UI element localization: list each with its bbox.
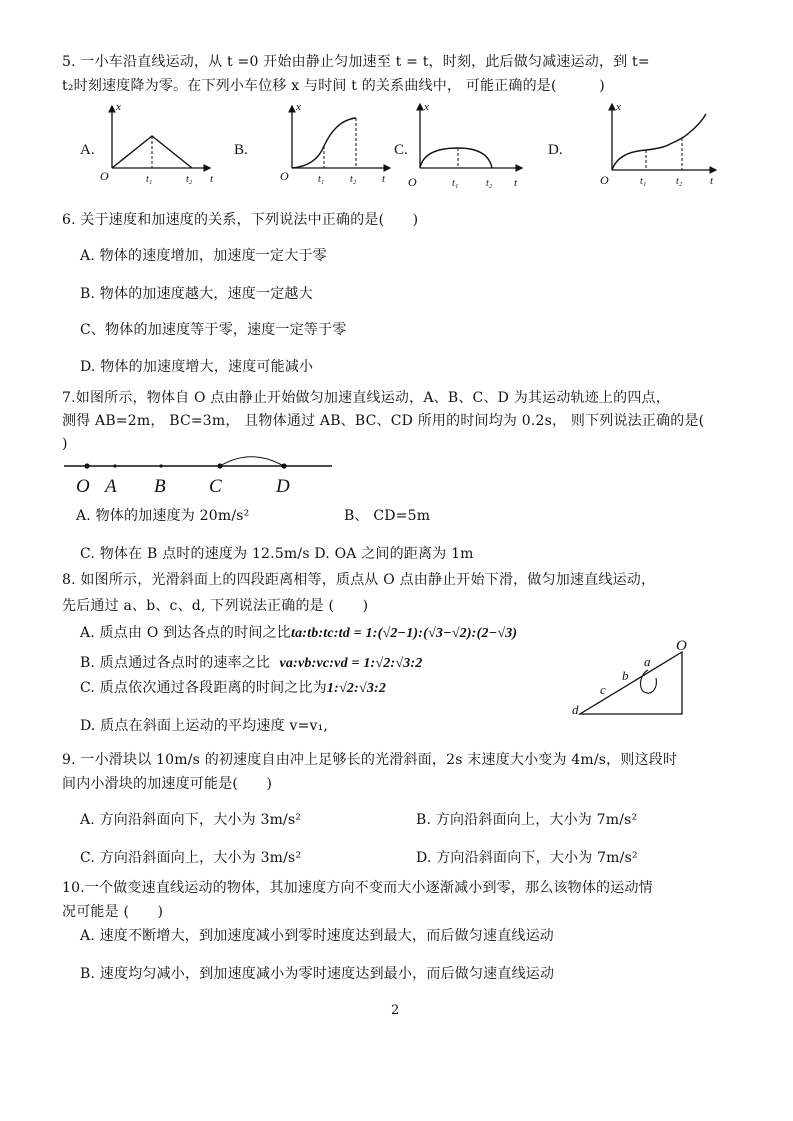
- q5-graph-c-t1: t₁: [452, 178, 459, 189]
- q7-option-a: A. 物体的加速度为 20m/s²: [76, 508, 250, 524]
- q8-option-a-text: A. 质点由 O 到达各点的时间之比: [80, 625, 291, 641]
- q7-stem-line3: ): [62, 436, 68, 452]
- q5-graph-d: [548, 101, 716, 187]
- q5-graph-d-t1: t₁: [640, 176, 647, 187]
- q5-graph-a-t-label: t: [210, 173, 214, 185]
- q8-label-b: b: [622, 668, 629, 683]
- q8-option-c: [80, 678, 386, 699]
- q5-graph-a-origin: O: [100, 169, 109, 183]
- q7-point-d: D: [276, 476, 290, 496]
- q6-option-d: D. 物体的加速度增大，速度可能减小: [80, 359, 314, 375]
- q8-incline-figure: [570, 636, 700, 718]
- q7-stem-line2: 测得 AB=2m， BC=3m， 且物体通过 AB、BC、CD 所用的时间均为 0.2s， 则下列说法正确的是(: [62, 413, 705, 429]
- q5-graph-c-option: C.: [394, 142, 408, 158]
- q8-label-d: d: [572, 702, 579, 717]
- q5-graph-b-origin: O: [280, 169, 289, 183]
- q5-graph-a: [80, 101, 214, 185]
- q5-graph-b: [234, 101, 390, 185]
- q7-point-a: A: [105, 476, 117, 496]
- q5-graph-a-option: A.: [80, 142, 95, 158]
- q8-label-o: O: [676, 638, 687, 654]
- q6-stem: 6. 关于速度和加速度的关系，下列说法中正确的是( ): [62, 212, 419, 228]
- q5-graph-a-t2: t₂: [186, 174, 193, 185]
- q6-option-c: C、物体的加速度等于零，速度一定等于零: [80, 322, 347, 338]
- q5-graph-b-x-label: x: [296, 101, 301, 113]
- q7-point-b: B: [154, 476, 166, 496]
- q7-option-c-d: C. 物体在 B 点时的速度为 12.5m/s D. OA 之间的距离为 1m: [80, 546, 474, 562]
- q5-graph-d-origin: O: [600, 173, 609, 187]
- q5-graph-b-t1: t₁: [318, 174, 325, 185]
- q5-graph-b-t2: t₂: [350, 174, 357, 185]
- q5-graph-d-option: D.: [548, 142, 563, 158]
- q6-option-b: B. 物体的加速度越大，速度一定越大: [80, 286, 313, 302]
- q10-option-b: B. 速度均匀减小，到加速度减小为零时速度达到最小，而后做匀速直线运动: [80, 966, 555, 982]
- q5-graph-c-t-label: t: [514, 177, 518, 189]
- q5-stem-line2: t₂时刻速度降为零。在下列小车位移 x 与时间 t 的关系曲线中， 可能正确的是( ): [62, 78, 605, 94]
- q5-graph-a-x-label: x: [116, 101, 121, 113]
- q8-stem-line2: 先后通过 a、b、c、d, 下列说法正确的是 ( ): [62, 598, 369, 614]
- q10-option-a: A. 速度不断增大，到加速度减小到零时速度达到最大，而后做匀速直线运动: [80, 928, 555, 944]
- q8-option-d: D. 质点在斜面上运动的平均速度 v=v₁,: [80, 718, 329, 734]
- q9-stem-line2: 间内小滑块的加速度可能是( ): [62, 776, 273, 792]
- q8-option-c-text: C. 质点依次通过各段距离的时间之比为: [80, 680, 327, 696]
- q8-option-b-text: B. 质点通过各点时的速率之比: [80, 655, 271, 671]
- q5-graph-d-t2: t₂: [676, 176, 683, 187]
- q9-option-c: C. 方向沿斜面向上，大小为 3m/s²: [80, 850, 302, 866]
- q10-stem-line2: 况可能是 ( ): [62, 904, 164, 920]
- q8-option-b: [80, 653, 423, 674]
- q8-option-b-formula: va:vb:vc:vd = 1:√2:√3:2: [279, 656, 423, 671]
- q8-label-a: a: [644, 654, 651, 669]
- q8-option-a-formula: ta:tb:tc:td = 1:(√2−1):(√3−√2):(2−√3): [291, 626, 518, 641]
- q7-point-c: C: [209, 476, 222, 496]
- q5-graph-c-x-label: x: [424, 101, 429, 113]
- q9-option-a: A. 方向沿斜面向下，大小为 3m/s²: [80, 812, 302, 828]
- q9-option-d: D. 方向沿斜面向下，大小为 7m/s²: [416, 850, 638, 866]
- q7-track-figure: [60, 454, 340, 496]
- q9-option-b: B. 方向沿斜面向上，大小为 7m/s²: [416, 812, 638, 828]
- q10-stem-line1: 10.一个做变速直线运动的物体，其加速度方向不变而大小逐渐减小到零，那么该物体的运动情: [62, 880, 653, 896]
- q9-stem-line1: 9. 一小滑块以 10m/s 的初速度自由冲上足够长的光滑斜面，2s 末速度大小变为 4m/s，则这段时: [62, 752, 678, 768]
- q5-stem-line1: 5. 一小车沿直线运动，从 t =0 开始由静止匀加速至 t = t，时刻，此后做匀减速运动，到 t=: [62, 54, 650, 70]
- q8-option-a: [80, 623, 517, 644]
- q5-graph-b-t-label: t: [382, 173, 386, 185]
- q5-graph-c-t2: t₂: [486, 178, 493, 189]
- q7-stem-line1: 7.如图所示，物体自 O 点由静止开始做匀加速直线运动，A、B、C、D 为其运动轨迹上的四点，: [62, 390, 670, 406]
- q5-graph-c-origin: O: [408, 175, 417, 189]
- q5-graph-c: [394, 101, 522, 189]
- q7-point-o: O: [76, 476, 90, 496]
- q5-graphs-figure: [60, 98, 740, 194]
- q8-label-c: c: [600, 682, 606, 697]
- q5-graph-b-option: B.: [234, 142, 248, 158]
- q6-option-a: A. 物体的速度增加，加速度一定大于零: [80, 248, 327, 264]
- q7-option-b: B、 CD=5m: [344, 508, 431, 524]
- q5-graph-a-t1: t₁: [146, 174, 153, 185]
- q8-option-c-formula: 1:√2:√3:2: [326, 681, 387, 696]
- q8-stem-line1: 8. 如图所示，光滑斜面上的四段距离相等，质点从 O 点由静止开始下滑，做匀加速直线运动，: [62, 572, 656, 588]
- q5-graph-d-x-label: x: [616, 101, 621, 113]
- page-number: 2: [391, 1003, 400, 1018]
- q5-graph-d-t-label: t: [710, 175, 714, 187]
